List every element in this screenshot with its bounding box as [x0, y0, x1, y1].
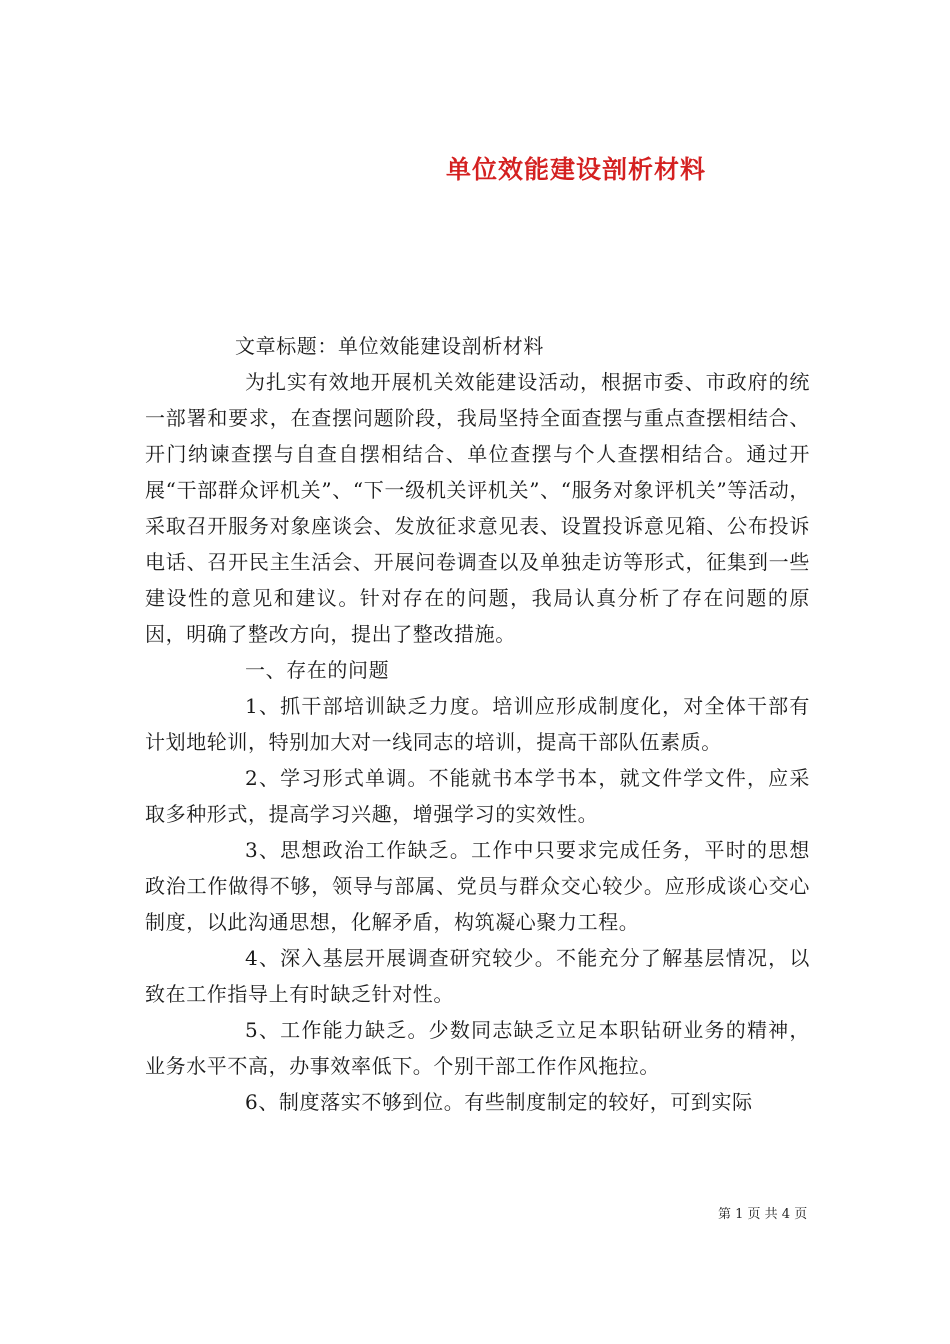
page-number: 第 1 页 共 4 页	[718, 1207, 808, 1222]
section-heading: 一、存在的问题	[245, 658, 390, 682]
problem-item-3: 3、思想政治工作缺乏。工作中只要求完成任务，平时的思想政治工作做得不够，领导与部属、党员与群众交心较少。应形成谈心交心制度，以此沟通思想，化解矛盾，构筑凝心聚力工程。	[145, 838, 810, 934]
article-title-line: 文章标题：单位效能建设剖析材料	[235, 334, 544, 358]
intro-paragraph: 为扎实有效地开展机关效能建设活动，根据市委、市政府的统一部署和要求，在查摆问题阶段，我局坚持全面查摆与重点查摆相结合、开门纳谏查摆与自查自摆相结合、单位查摆与个人查摆相结合。通过开展“干部群众评机关”、“下一级机关评机关”、“服务对象评机关”等活动，采取召开服务对象座谈会、发放征求意见表、设置投诉意见箱、公布投诉电话、召开民主生活会、开展问卷调查以及单独走访等形式，征集到一些建设性的意见和建议。针对存在的问题，我局认真分析了存在问题的原因，明确了整改方向，提出了整改措施。	[145, 370, 810, 646]
document-title: 单位效能建设剖析材料	[445, 154, 706, 184]
document-body	[145, 328, 810, 1120]
problem-item-1: 1、抓干部培训缺乏力度。培训应形成制度化，对全体干部有计划地轮训，特别加大对一线同志的培训，提高干部队伍素质。	[145, 694, 810, 754]
problem-item-5: 5、工作能力缺乏。少数同志缺乏立足本职钻研业务的精神，业务水平不高，办事效率低下。个别干部工作作风拖拉。	[145, 1018, 810, 1078]
problem-item-2: 2、学习形式单调。不能就书本学书本，就文件学文件，应采取多种形式，提高学习兴趣，增强学习的实效性。	[145, 766, 810, 826]
problem-item-4: 4、深入基层开展调查研究较少。不能充分了解基层情况，以致在工作指导上有时缺乏针对性。	[145, 946, 810, 1006]
problem-item-6: 6、制度落实不够到位。有些制度制定的较好，可到实际	[245, 1090, 753, 1114]
